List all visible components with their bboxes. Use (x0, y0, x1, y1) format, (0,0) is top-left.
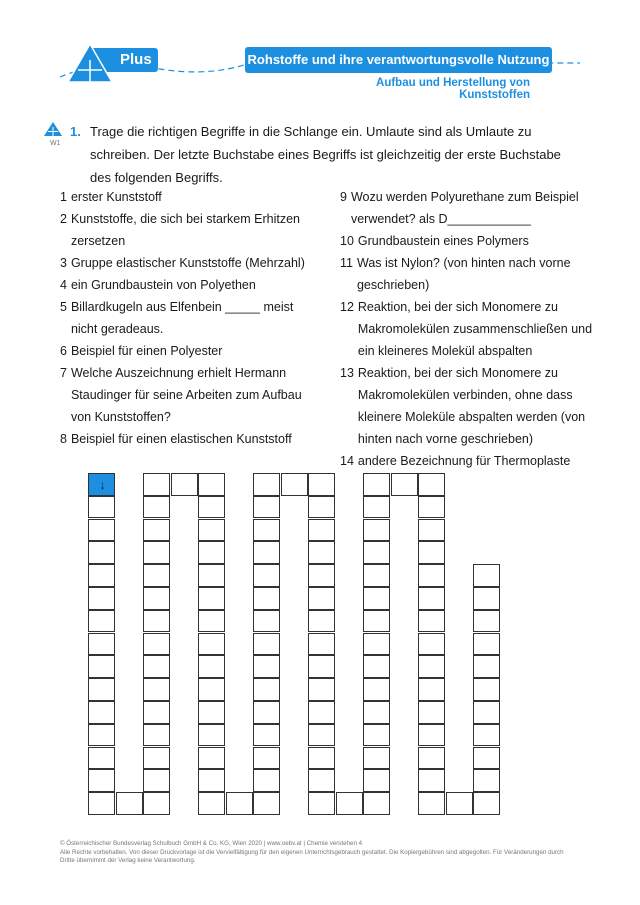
puzzle-cell[interactable] (143, 655, 170, 678)
clue-item (60, 274, 320, 296)
puzzle-cell[interactable] (473, 655, 500, 678)
puzzle-cell[interactable] (418, 769, 445, 792)
puzzle-cell[interactable] (198, 473, 225, 496)
clue-text: Beispiel für einen Polyester (70, 344, 223, 358)
puzzle-cell[interactable] (363, 541, 390, 564)
clue-number: 12 (340, 300, 354, 314)
puzzle-cell[interactable] (253, 792, 280, 815)
puzzle-cell[interactable] (473, 769, 500, 792)
puzzle-cell[interactable] (418, 496, 445, 519)
clue-item (60, 252, 320, 274)
clue-item (60, 296, 320, 340)
puzzle-cell[interactable] (308, 678, 335, 701)
puzzle-cell[interactable] (143, 473, 170, 496)
puzzle-cell[interactable] (88, 747, 115, 770)
puzzle-cell[interactable] (198, 724, 225, 747)
puzzle-cell[interactable] (198, 519, 225, 542)
puzzle-cell[interactable] (473, 678, 500, 701)
clue-number: 6 (60, 344, 67, 358)
clue-text: Welche Auszeichnung erhielt Hermann Staudinger für seine Arbeiten zum Aufbau von Kunststoffen? (70, 366, 302, 424)
triangle-level-icon (44, 122, 62, 136)
puzzle-cell[interactable] (363, 564, 390, 587)
clue-text: Kunststoffe, die sich bei starkem Erhitzen zersetzen (70, 212, 300, 248)
puzzle-cell[interactable] (308, 610, 335, 633)
puzzle-cell[interactable] (88, 769, 115, 792)
puzzle-cell[interactable] (143, 792, 170, 815)
clue-number: 2 (60, 212, 67, 226)
clue-item (340, 186, 600, 230)
puzzle-cell[interactable] (116, 792, 143, 815)
puzzle-cell[interactable] (198, 564, 225, 587)
clue-item (60, 428, 320, 450)
footer-line-1: © Österreichischer Bundesverlag Schulbuch GmbH & Co. KG, Wien 2020 | www.oebv.at | Chemie verstehen 4 (60, 840, 363, 847)
puzzle-cell[interactable] (88, 587, 115, 610)
puzzle-cell[interactable] (198, 655, 225, 678)
puzzle-cell[interactable] (253, 701, 280, 724)
puzzle-cell[interactable] (308, 701, 335, 724)
puzzle-cell[interactable] (363, 747, 390, 770)
puzzle-cell[interactable] (418, 541, 445, 564)
puzzle-cell[interactable] (363, 655, 390, 678)
puzzle-cell[interactable] (363, 587, 390, 610)
puzzle-cell[interactable] (473, 587, 500, 610)
clue-number: 9 (340, 190, 347, 204)
puzzle-cell[interactable] (253, 496, 280, 519)
clue-text: Was ist Nylon? (von hinten nach vorne geschrieben) (356, 256, 571, 292)
clue-text: Billardkugeln aus Elfenbein _____ meist nicht geradeaus. (70, 300, 294, 336)
puzzle-cell[interactable] (143, 496, 170, 519)
puzzle-cell[interactable] (363, 769, 390, 792)
clue-number: 7 (60, 366, 67, 380)
puzzle-cell[interactable] (143, 701, 170, 724)
puzzle-cell[interactable] (88, 496, 115, 519)
puzzle-cell[interactable] (418, 633, 445, 656)
copyright-footer (60, 840, 580, 866)
logo-text: Plus (120, 51, 152, 68)
puzzle-cell[interactable] (418, 747, 445, 770)
puzzle-cell[interactable] (473, 633, 500, 656)
puzzle-cell[interactable] (143, 769, 170, 792)
task-number: 1. (70, 124, 81, 139)
puzzle-cell[interactable] (88, 519, 115, 542)
clue-text: ein Grundbaustein von Polyethen (70, 278, 256, 292)
puzzle-cell[interactable] (143, 610, 170, 633)
puzzle-cell[interactable] (143, 678, 170, 701)
puzzle-cell[interactable] (281, 473, 308, 496)
puzzle-cell[interactable] (143, 519, 170, 542)
clue-number: 14 (340, 454, 354, 468)
clue-number: 10 (340, 234, 354, 248)
clue-text: Reaktion, bei der sich Monomere zu Makromolekülen zusammenschließen und ein kleineres Molekül abspalten (357, 300, 593, 358)
puzzle-cell[interactable] (308, 747, 335, 770)
puzzle-cell[interactable] (198, 496, 225, 519)
puzzle-cell[interactable] (88, 633, 115, 656)
puzzle-cell[interactable] (418, 701, 445, 724)
puzzle-cell[interactable] (171, 473, 198, 496)
puzzle-cell[interactable] (253, 747, 280, 770)
puzzle-cell[interactable] (308, 587, 335, 610)
puzzle-cell[interactable] (363, 792, 390, 815)
puzzle-cell[interactable] (418, 473, 445, 496)
puzzle-start-cell[interactable] (88, 473, 115, 496)
clue-text: Beispiel für einen elastischen Kunststoff (70, 432, 292, 446)
clue-number: 8 (60, 432, 67, 446)
puzzle-cell[interactable] (88, 564, 115, 587)
puzzle-cell[interactable] (418, 792, 445, 815)
puzzle-cell[interactable] (253, 724, 280, 747)
clue-number: 4 (60, 278, 67, 292)
puzzle-cell[interactable] (363, 678, 390, 701)
puzzle-cell[interactable] (143, 633, 170, 656)
puzzle-cell[interactable] (473, 724, 500, 747)
clue-item (340, 230, 600, 252)
puzzle-cell[interactable] (88, 610, 115, 633)
puzzle-cell[interactable] (198, 747, 225, 770)
puzzle-cell[interactable] (198, 678, 225, 701)
section-subtitle: Aufbau und Herstellung von Kunststoffen (376, 77, 530, 101)
puzzle-cell[interactable] (253, 473, 280, 496)
puzzle-cell[interactable] (473, 564, 500, 587)
puzzle-cell[interactable] (198, 701, 225, 724)
puzzle-cell[interactable] (418, 519, 445, 542)
puzzle-cell[interactable] (363, 701, 390, 724)
clue-item (340, 296, 600, 362)
puzzle-cell[interactable] (363, 496, 390, 519)
clue-text: Grundbaustein eines Polymers (357, 234, 529, 248)
footer-line-2: Alle Rechte vorbehalten. Von dieser Druckvorlage ist die Vervielfältigung für den eigenen Unterrichtsgebrauch gestattet. Die Kopiergebühren sind abgegolten. Für Veränderungen durch Dritte übernimmt der Verlag keine Verantwortung. (60, 848, 564, 864)
puzzle-cell[interactable] (253, 564, 280, 587)
puzzle-cell[interactable] (198, 541, 225, 564)
puzzle-cell[interactable] (88, 655, 115, 678)
puzzle-cell[interactable] (143, 541, 170, 564)
puzzle-cell[interactable] (308, 541, 335, 564)
plus-logo (68, 42, 160, 86)
puzzle-cell[interactable] (363, 633, 390, 656)
clues-left-column (60, 186, 320, 450)
task-instruction: Trage die richtigen Begriffe in die Schlange ein. Umlaute sind als Umlaute zu schreiben. Der letzte Buchstabe eines Begriffs ist gleichzeitig der erste Buchstabe des folgenden Begriffs. (90, 124, 561, 185)
puzzle-cell[interactable] (473, 701, 500, 724)
puzzle-cell[interactable] (143, 747, 170, 770)
puzzle-cell[interactable] (473, 747, 500, 770)
puzzle-cell[interactable] (143, 564, 170, 587)
puzzle-cell[interactable] (363, 724, 390, 747)
clue-text: erster Kunststoff (70, 190, 162, 204)
puzzle-cell[interactable] (308, 769, 335, 792)
clue-item (340, 362, 600, 450)
snake-puzzle-grid (88, 473, 502, 815)
puzzle-cell[interactable] (363, 519, 390, 542)
puzzle-cell[interactable] (143, 724, 170, 747)
puzzle-cell[interactable] (418, 587, 445, 610)
clue-number: 1 (60, 190, 67, 204)
clue-item (60, 208, 320, 252)
puzzle-cell[interactable] (253, 541, 280, 564)
puzzle-cell[interactable] (198, 587, 225, 610)
arrow-down-icon: ↓ (99, 477, 106, 492)
puzzle-cell[interactable] (336, 792, 363, 815)
puzzle-cell[interactable] (253, 633, 280, 656)
puzzle-cell[interactable] (198, 633, 225, 656)
clue-text: Wozu werden Polyurethane zum Beispiel verwendet? als D____________ (350, 190, 579, 226)
puzzle-cell[interactable] (308, 792, 335, 815)
puzzle-cell[interactable] (473, 792, 500, 815)
clue-text: andere Bezeichnung für Thermoplaste (357, 454, 571, 468)
puzzle-cell[interactable] (198, 792, 225, 815)
puzzle-cell[interactable] (88, 701, 115, 724)
puzzle-cell[interactable] (418, 678, 445, 701)
puzzle-cell[interactable] (253, 678, 280, 701)
puzzle-cell[interactable] (88, 541, 115, 564)
puzzle-cell[interactable] (308, 496, 335, 519)
puzzle-cell[interactable] (88, 792, 115, 815)
clue-number: 11 (340, 256, 353, 270)
puzzle-cell[interactable] (308, 633, 335, 656)
clue-text: Reaktion, bei der sich Monomere zu Makromolekülen verbinden, ohne dass kleinere Moleküle abspalten werden (von hinten nach vorne geschrieben) (357, 366, 586, 446)
puzzle-cell[interactable] (198, 769, 225, 792)
puzzle-cell[interactable] (363, 473, 390, 496)
puzzle-cell[interactable] (418, 655, 445, 678)
clue-item (60, 340, 320, 362)
puzzle-cell[interactable] (143, 587, 170, 610)
clue-number: 5 (60, 300, 67, 314)
clue-item (340, 450, 600, 472)
clue-item (60, 186, 320, 208)
puzzle-cell[interactable] (198, 610, 225, 633)
puzzle-cell[interactable] (88, 678, 115, 701)
puzzle-cell[interactable] (253, 519, 280, 542)
puzzle-cell[interactable] (253, 655, 280, 678)
clue-text: Gruppe elastischer Kunststoffe (Mehrzahl) (70, 256, 305, 270)
clue-number: 13 (340, 366, 354, 380)
puzzle-cell[interactable] (308, 724, 335, 747)
puzzle-cell[interactable] (253, 769, 280, 792)
clue-item (340, 252, 600, 296)
puzzle-cell[interactable] (418, 564, 445, 587)
puzzle-cell[interactable] (253, 610, 280, 633)
chapter-title: Rohstoffe und ihre verantwortungsvolle Nutzung (245, 47, 552, 73)
puzzle-cell[interactable] (88, 724, 115, 747)
puzzle-cell[interactable] (308, 564, 335, 587)
clues-right-column (340, 186, 600, 472)
puzzle-cell[interactable] (308, 655, 335, 678)
puzzle-cell[interactable] (473, 610, 500, 633)
puzzle-cell[interactable] (226, 792, 253, 815)
puzzle-cell[interactable] (418, 724, 445, 747)
puzzle-cell[interactable] (418, 610, 445, 633)
puzzle-cell[interactable] (308, 473, 335, 496)
clue-item (60, 362, 320, 428)
competency-code: W1 (50, 140, 61, 147)
puzzle-cell[interactable] (391, 473, 418, 496)
puzzle-cell[interactable] (253, 587, 280, 610)
clue-number: 3 (60, 256, 67, 270)
puzzle-cell[interactable] (446, 792, 473, 815)
puzzle-cell[interactable] (363, 610, 390, 633)
puzzle-cell[interactable] (308, 519, 335, 542)
